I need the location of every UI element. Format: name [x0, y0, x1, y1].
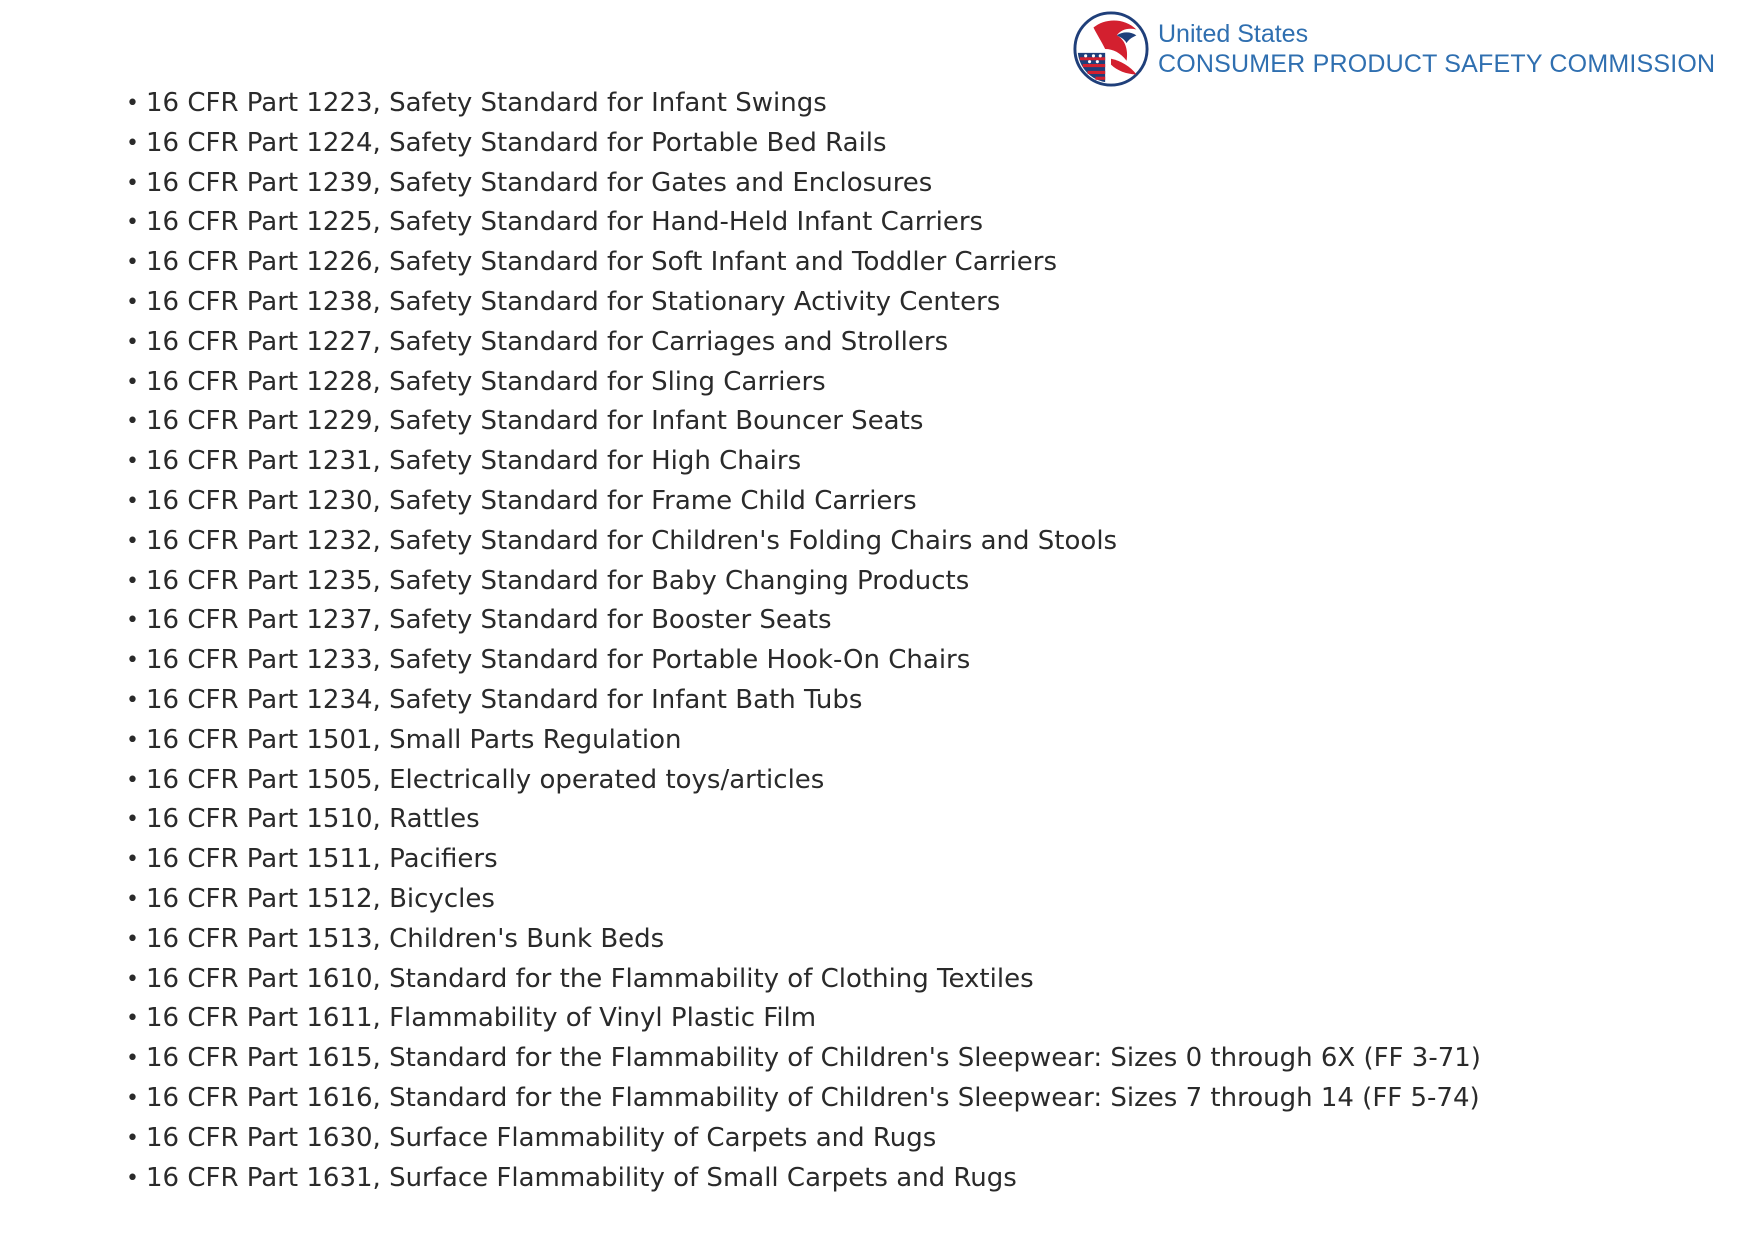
bullet-icon: •: [126, 289, 139, 315]
list-item: [126, 164, 1481, 204]
list-item: [126, 840, 1481, 880]
bullet-icon: •: [126, 807, 139, 833]
org-name-line2: CONSUMER PRODUCT SAFETY COMMISSION: [1158, 50, 1716, 78]
list-item: [126, 1079, 1481, 1119]
list-item-text: 16 CFR Part 1616, Standard for the Flammability of Children's Sleepwear: Sizes 7 through 14 (FF 5-74): [146, 1082, 1480, 1113]
list-item: [126, 641, 1481, 681]
list-item-text: 16 CFR Part 1224, Safety Standard for Portable Bed Rails: [146, 127, 887, 158]
list-item-text: 16 CFR Part 1501, Small Parts Regulation: [146, 724, 682, 755]
list-item-text: 16 CFR Part 1225, Safety Standard for Hand-Held Infant Carriers: [146, 207, 984, 238]
bullet-icon: •: [126, 210, 139, 236]
list-item: [126, 1119, 1481, 1159]
bullet-icon: •: [126, 170, 139, 196]
bullet-icon: •: [126, 250, 139, 276]
bullet-icon: •: [126, 329, 139, 355]
list-item: [126, 442, 1481, 482]
org-name-line1: United States: [1158, 20, 1309, 48]
bullet-icon: •: [126, 687, 139, 713]
bullet-icon: •: [126, 568, 139, 594]
bullet-icon: •: [126, 91, 139, 116]
bullet-icon: •: [126, 966, 139, 992]
list-item: [126, 522, 1481, 562]
bullet-icon: •: [126, 488, 139, 514]
list-item: [126, 323, 1481, 363]
list-item: [126, 283, 1481, 323]
list-item-text: 16 CFR Part 1230, Safety Standard for Frame Child Carriers: [146, 485, 917, 516]
bullet-icon: •: [126, 886, 139, 912]
list-item-text: 16 CFR Part 1227, Safety Standard for Carriages and Strollers: [146, 326, 949, 357]
list-item: [126, 880, 1481, 920]
bullet-icon: •: [126, 369, 139, 395]
list-item-text: 16 CFR Part 1238, Safety Standard for Stationary Activity Centers: [146, 286, 1001, 317]
list-item-text: 16 CFR Part 1513, Children's Bunk Beds: [146, 923, 665, 954]
bullet-icon: •: [126, 1085, 139, 1111]
list-item-text: 16 CFR Part 1512, Bicycles: [146, 883, 495, 914]
list-item-text: 16 CFR Part 1511, Pacifiers: [146, 844, 498, 875]
bullet-icon: •: [126, 847, 139, 873]
bullet-icon: •: [126, 727, 139, 753]
list-item-text: 16 CFR Part 1226, Safety Standard for Soft Infant and Toddler Carriers: [146, 247, 1058, 278]
list-item: [126, 601, 1481, 641]
list-item: [126, 363, 1481, 403]
list-item-text: 16 CFR Part 1510, Rattles: [146, 804, 480, 835]
list-item-text: 16 CFR Part 1229, Safety Standard for Infant Bouncer Seats: [146, 406, 924, 437]
list-item: [126, 920, 1481, 960]
cpsc-wordmark: [1158, 19, 1715, 79]
list-item: [126, 761, 1481, 801]
list-item: [126, 960, 1481, 1000]
list-item-text: 16 CFR Part 1234, Safety Standard for Infant Bath Tubs: [146, 684, 863, 715]
list-item: [126, 1039, 1481, 1079]
list-item-text: 16 CFR Part 1235, Safety Standard for Baby Changing Products: [146, 565, 970, 596]
list-item-text: 16 CFR Part 1615, Standard for the Flammability of Children's Sleepwear: Sizes 0 through 6X (FF 3-71): [146, 1043, 1481, 1074]
bullet-icon: •: [126, 409, 139, 435]
list-item: [126, 800, 1481, 840]
list-item: [126, 84, 1481, 124]
list-item-text: 16 CFR Part 1239, Safety Standard for Gates and Enclosures: [146, 167, 933, 198]
list-item-text: 16 CFR Part 1611, Flammability of Vinyl Plastic Film: [146, 1003, 817, 1034]
list-item-text: 16 CFR Part 1630, Surface Flammability of Carpets and Rugs: [146, 1122, 937, 1153]
list-item: [126, 243, 1481, 283]
list-item-text: 16 CFR Part 1232, Safety Standard for Children's Folding Chairs and Stools: [146, 525, 1118, 556]
standards-list: [126, 84, 1481, 1198]
list-item: [126, 681, 1481, 721]
list-item-text: 16 CFR Part 1237, Safety Standard for Booster Seats: [146, 605, 832, 636]
cpsc-logo: [1072, 10, 1715, 88]
list-item-text: 16 CFR Part 1228, Safety Standard for Sling Carriers: [146, 366, 826, 397]
bullet-icon: •: [126, 449, 139, 475]
bullet-icon: •: [126, 767, 139, 793]
list-item-text: 16 CFR Part 1233, Safety Standard for Portable Hook-On Chairs: [146, 645, 971, 676]
bullet-icon: •: [126, 130, 139, 156]
bullet-icon: •: [126, 1006, 139, 1032]
list-item: [126, 721, 1481, 761]
bullet-icon: •: [126, 926, 139, 952]
list-item-text: 16 CFR Part 1631, Surface Flammability of Small Carpets and Rugs: [146, 1162, 1017, 1193]
list-item-text: 16 CFR Part 1231, Safety Standard for High Chairs: [146, 446, 802, 477]
bullet-icon: •: [126, 1125, 139, 1151]
bullet-icon: •: [126, 1165, 139, 1191]
bullet-icon: •: [126, 608, 139, 634]
list-item-text: 16 CFR Part 1505, Electrically operated toys/articles: [146, 764, 825, 795]
list-item: [126, 124, 1481, 164]
list-item: [126, 203, 1481, 243]
bullet-icon: •: [126, 648, 139, 674]
list-item: [126, 562, 1481, 602]
bullet-icon: •: [126, 1046, 139, 1072]
list-item: [126, 1159, 1481, 1199]
list-item: [126, 999, 1481, 1039]
cpsc-eagle-seal-icon: [1072, 10, 1150, 88]
bullet-icon: •: [126, 528, 139, 554]
list-item-text: 16 CFR Part 1223, Safety Standard for Infant Swings: [146, 88, 827, 118]
list-item: [126, 482, 1481, 522]
list-item-text: 16 CFR Part 1610, Standard for the Flammability of Clothing Textiles: [146, 963, 1034, 994]
list-item: [126, 402, 1481, 442]
